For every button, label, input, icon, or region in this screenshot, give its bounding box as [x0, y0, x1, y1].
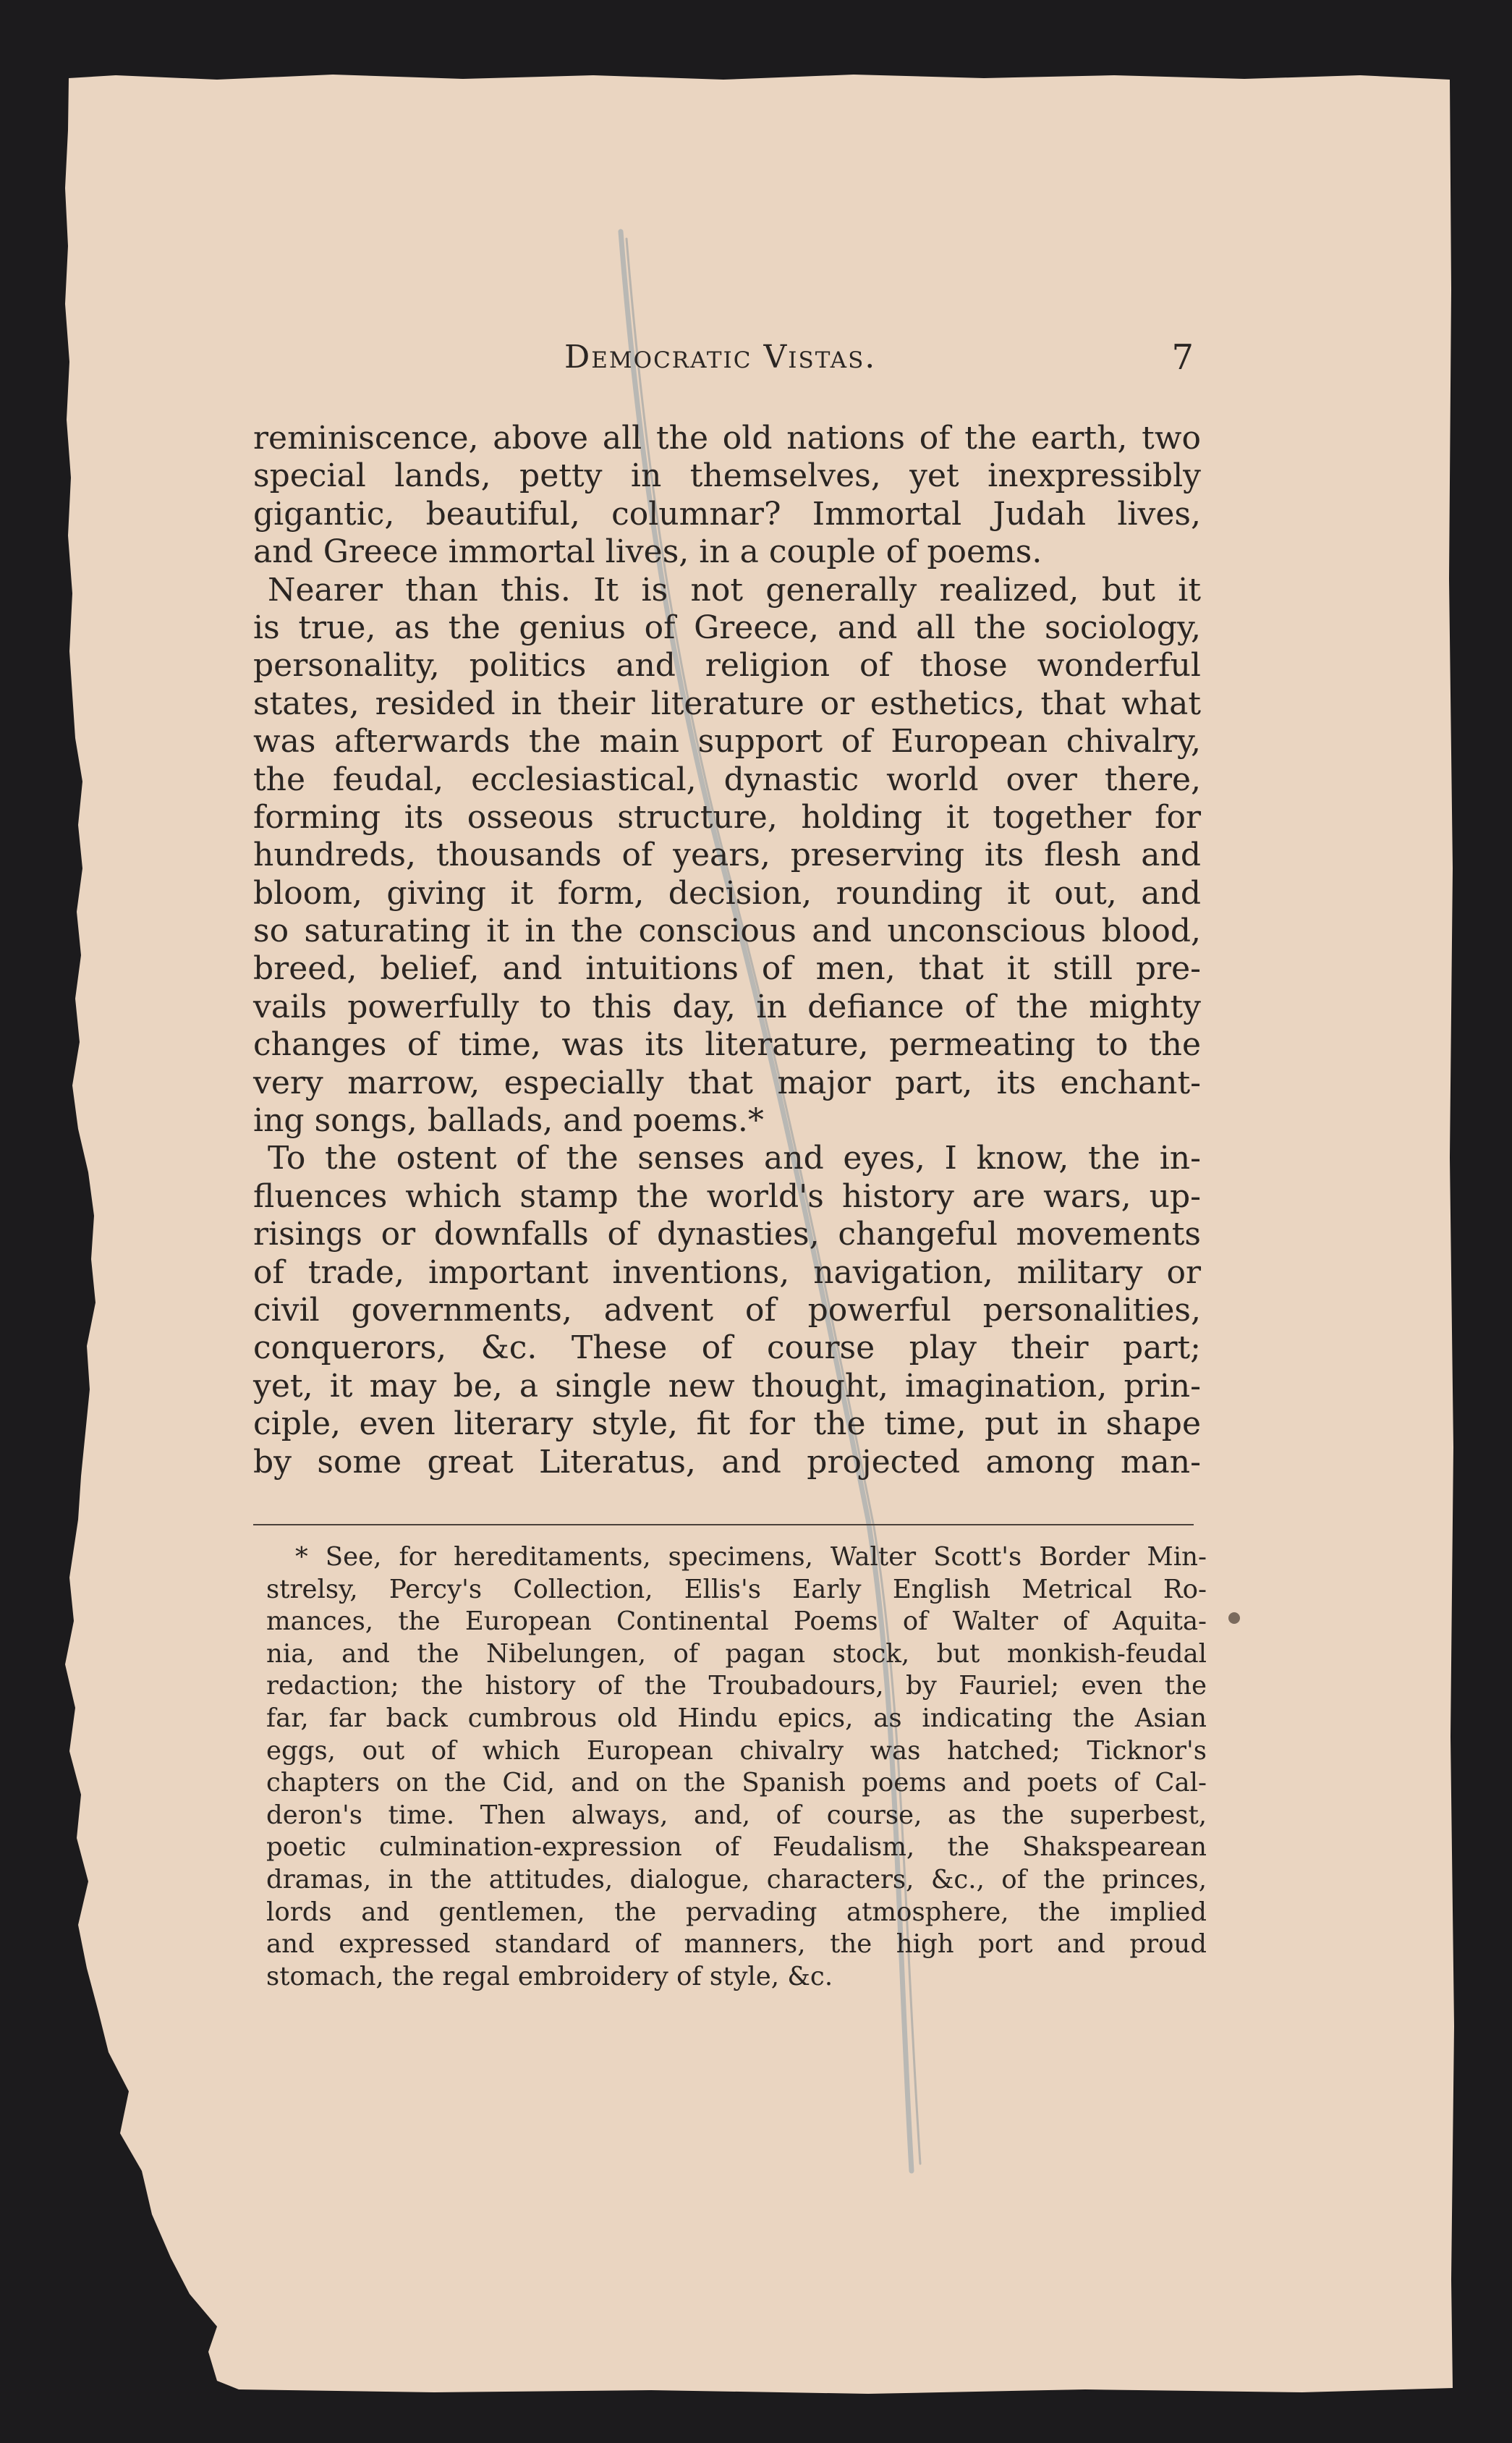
- page-number: 7: [1171, 337, 1194, 378]
- body-line: changes of time, was its literature, permeating to the: [253, 1026, 1201, 1064]
- body-line: the feudal, ecclesiastical, dynastic world over there,: [253, 761, 1201, 798]
- body-line: by some great Literatus, and projected among man-: [253, 1443, 1201, 1481]
- body-line: breed, belief, and intuitions of men, that it still pre-: [253, 950, 1201, 988]
- body-line: is true, as the genius of Greece, and all the sociology,: [253, 609, 1201, 646]
- body-line: of trade, important inventions, navigation, military or: [253, 1253, 1201, 1291]
- body-text: [253, 420, 1201, 1481]
- footnote-line: eggs, out of which European chivalry was hatched; Ticknor's: [266, 1735, 1207, 1766]
- body-line: states, resided in their literature or esthetics, that what: [253, 685, 1201, 722]
- body-line: gigantic, beautiful, columnar? Immortal Judah lives,: [253, 495, 1201, 533]
- footnote-line: redaction; the history of the Troubadours, by Fauriel; even the: [266, 1671, 1207, 1701]
- body-line: personality, politics and religion of those wonderful: [253, 647, 1201, 685]
- body-line: risings or downfalls of dynasties, changeful movements: [253, 1216, 1201, 1253]
- body-line: To the ostent of the senses and eyes, I know, the in-: [268, 1140, 1201, 1177]
- footnote-line: * See, for hereditaments, specimens, Walter Scott's Border Min-: [295, 1542, 1207, 1572]
- footnote-line: far, far back cumbrous old Hindu epics, as indicating the Asian: [266, 1703, 1207, 1733]
- footnote-line: lords and gentlemen, the pervading atmosphere, the implied: [266, 1897, 1207, 1927]
- body-line: was afterwards the main support of European chivalry,: [253, 723, 1201, 761]
- ink-spot: [1228, 1612, 1240, 1624]
- footnote-line: dramas, in the attitudes, dialogue, characters, &c., of the princes,: [266, 1864, 1207, 1894]
- footnote: [266, 1541, 1207, 1993]
- body-line: bloom, giving it form, decision, rounding it out, and: [253, 874, 1201, 912]
- body-line: forming its osseous structure, holding it together for: [253, 798, 1201, 836]
- body-line: fluences which stamp the world's history are wars, up-: [253, 1177, 1201, 1215]
- body-line: special lands, petty in themselves, yet inexpressibly: [253, 457, 1201, 495]
- body-line: vails powerfully to this day, in defiance of the mighty: [253, 988, 1201, 1025]
- body-line: ing songs, ballads, and poems.*: [253, 1102, 764, 1140]
- body-line: very marrow, especially that major part, its enchant-: [253, 1064, 1201, 1101]
- footnote-line: and expressed standard of manners, the high port and proud: [266, 1929, 1207, 1960]
- body-line: reminiscence, above all the old nations of the earth, two: [253, 420, 1201, 457]
- footnote-line: chapters on the Cid, and on the Spanish poems and poets of Cal-: [266, 1768, 1207, 1798]
- footnote-line: nia, and the Nibelungen, of pagan stock, but monkish-feudal: [266, 1638, 1207, 1669]
- footnote-line: poetic culmination-expression of Feudalism, the Shakspearean: [266, 1832, 1207, 1863]
- body-line: so saturating it in the conscious and unconscious blood,: [253, 913, 1201, 950]
- body-line: hundreds, thousands of years, preserving its flesh and: [253, 837, 1201, 874]
- body-line: conquerors, &c. These of course play their part;: [253, 1329, 1201, 1367]
- footnote-line: stomach, the regal embroidery of style, &c.: [266, 1961, 833, 1991]
- footnote-line: strelsy, Percy's Collection, Ellis's Early English Metrical Ro-: [266, 1574, 1207, 1604]
- body-line: Nearer than this. It is not generally realized, but it: [268, 571, 1201, 609]
- body-line: and Greece immortal lives, in a couple of poems.: [253, 533, 1042, 571]
- body-line: civil governments, advent of powerful personalities,: [253, 1291, 1201, 1329]
- running-title: Democratic Vistas.: [564, 339, 877, 376]
- footnote-rule: [253, 1524, 1194, 1525]
- body-line: yet, it may be, a single new thought, imagination, prin-: [253, 1367, 1201, 1405]
- page-header: [253, 339, 1194, 389]
- body-line: ciple, even literary style, fit for the time, put in shape: [253, 1405, 1201, 1443]
- footnote-line: mances, the European Continental Poems of Walter of Aquita-: [266, 1606, 1207, 1637]
- footnote-line: deron's time. Then always, and, of course, as the superbest,: [266, 1800, 1207, 1830]
